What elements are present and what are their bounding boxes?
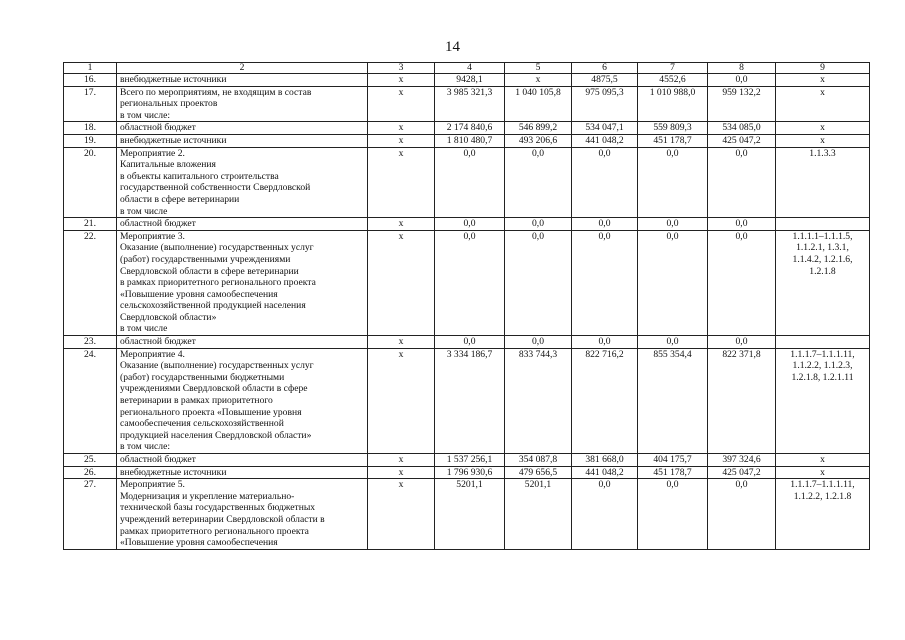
- table-row: [64, 122, 870, 135]
- unit-cell: х: [368, 348, 435, 453]
- total-value: 5201,1: [435, 479, 505, 550]
- target-indicators: [776, 218, 870, 231]
- year-value: 0,0: [638, 230, 708, 335]
- unit-cell: х: [368, 218, 435, 231]
- total-value: 1 537 256,1: [435, 454, 505, 467]
- row-description: Мероприятие 3. Оказание (выполнение) государственных услуг (работ) государственными учреждениями Свердловской области в сфере ветеринарии в рамках приоритетного регионального проекта «Повышение уровня самообеспечения сельскохозяйственной продукцией населения Свердловской области» в том числе: [117, 230, 368, 335]
- unit-cell: х: [368, 86, 435, 122]
- year-value: 833 744,3: [505, 348, 572, 453]
- table-row: [64, 218, 870, 231]
- year-value: х: [505, 74, 572, 87]
- year-value: 959 132,2: [708, 86, 776, 122]
- year-value: 559 809,3: [638, 122, 708, 135]
- column-header: 8: [708, 63, 776, 74]
- year-value: 0,0: [505, 230, 572, 335]
- target-indicators: 1.1.3.3: [776, 147, 870, 218]
- column-header: 6: [572, 63, 638, 74]
- year-value: 975 095,3: [572, 86, 638, 122]
- total-value: 0,0: [435, 336, 505, 349]
- table-row: [64, 74, 870, 87]
- year-value: 0,0: [708, 218, 776, 231]
- unit-cell: х: [368, 74, 435, 87]
- table-row: [64, 147, 870, 218]
- total-value: 0,0: [435, 218, 505, 231]
- year-value: 5201,1: [505, 479, 572, 550]
- year-value: 0,0: [708, 147, 776, 218]
- year-value: 0,0: [505, 336, 572, 349]
- target-indicators: х: [776, 86, 870, 122]
- row-number: 26.: [64, 466, 117, 479]
- total-value: 3 334 186,7: [435, 348, 505, 453]
- total-value: 0,0: [435, 147, 505, 218]
- column-header: 5: [505, 63, 572, 74]
- row-number: 24.: [64, 348, 117, 453]
- year-value: 493 206,6: [505, 134, 572, 147]
- table-row: [64, 86, 870, 122]
- target-indicators: х: [776, 466, 870, 479]
- year-value: 0,0: [708, 74, 776, 87]
- budget-table: [63, 62, 870, 550]
- row-description: областной бюджет: [117, 218, 368, 231]
- target-indicators: х: [776, 122, 870, 135]
- year-value: 397 324,6: [708, 454, 776, 467]
- year-value: 451 178,7: [638, 466, 708, 479]
- row-description: Всего по мероприятиям, не входящим в состав региональных проектов в том числе:: [117, 86, 368, 122]
- year-value: 822 716,2: [572, 348, 638, 453]
- year-value: 855 354,4: [638, 348, 708, 453]
- year-value: 479 656,5: [505, 466, 572, 479]
- row-description: внебюджетные источники: [117, 466, 368, 479]
- year-value: 534 085,0: [708, 122, 776, 135]
- table-row: [64, 348, 870, 453]
- row-description: областной бюджет: [117, 454, 368, 467]
- row-description: внебюджетные источники: [117, 134, 368, 147]
- row-number: 21.: [64, 218, 117, 231]
- target-indicators: х: [776, 134, 870, 147]
- table-row: [64, 454, 870, 467]
- year-value: 546 899,2: [505, 122, 572, 135]
- row-number: 20.: [64, 147, 117, 218]
- year-value: 0,0: [708, 230, 776, 335]
- year-value: 0,0: [638, 479, 708, 550]
- unit-cell: х: [368, 134, 435, 147]
- target-indicators: 1.1.1.7–1.1.1.11, 1.1.2.2, 1.2.1.8: [776, 479, 870, 550]
- table-row: [64, 134, 870, 147]
- table-row: [64, 479, 870, 550]
- row-description: Мероприятие 5. Модернизация и укрепление материально- технической базы государственных бюджетных учреждений ветеринарии Свердловской области в рамках приоритетного регионального проекта «Повышение уровня самообеспечения: [117, 479, 368, 550]
- unit-cell: х: [368, 122, 435, 135]
- unit-cell: х: [368, 454, 435, 467]
- target-indicators: 1.1.1.1–1.1.1.5, 1.1.2.1, 1.3.1, 1.1.4.2, 1.2.1.6, 1.2.1.8: [776, 230, 870, 335]
- year-value: 451 178,7: [638, 134, 708, 147]
- column-header: 7: [638, 63, 708, 74]
- column-header: 2: [117, 63, 368, 74]
- year-value: 4552,6: [638, 74, 708, 87]
- year-value: 0,0: [708, 336, 776, 349]
- row-number: 16.: [64, 74, 117, 87]
- total-value: 2 174 840,6: [435, 122, 505, 135]
- year-value: 0,0: [638, 147, 708, 218]
- row-number: 23.: [64, 336, 117, 349]
- year-value: 1 040 105,8: [505, 86, 572, 122]
- total-value: 3 985 321,3: [435, 86, 505, 122]
- row-number: 22.: [64, 230, 117, 335]
- target-indicators: х: [776, 454, 870, 467]
- row-number: 17.: [64, 86, 117, 122]
- column-header: 4: [435, 63, 505, 74]
- unit-cell: х: [368, 336, 435, 349]
- row-description: областной бюджет: [117, 122, 368, 135]
- year-value: 425 047,2: [708, 134, 776, 147]
- column-header: 1: [64, 63, 117, 74]
- total-value: 1 796 930,6: [435, 466, 505, 479]
- year-value: 0,0: [572, 147, 638, 218]
- column-header-row: [64, 63, 870, 74]
- total-value: 0,0: [435, 230, 505, 335]
- year-value: 354 087,8: [505, 454, 572, 467]
- row-description: внебюджетные источники: [117, 74, 368, 87]
- year-value: 4875,5: [572, 74, 638, 87]
- year-value: 0,0: [505, 147, 572, 218]
- year-value: 381 668,0: [572, 454, 638, 467]
- year-value: 0,0: [572, 218, 638, 231]
- row-number: 27.: [64, 479, 117, 550]
- row-description: Мероприятие 4. Оказание (выполнение) государственных услуг (работ) государственными бюджетными учреждениями Свердловской области в сфере ветеринарии в рамках приоритетного регионального проекта «Повышение уровня самообеспечения сельскохозяйственной продукцией населения Свердловской области» в том числе:: [117, 348, 368, 453]
- row-description: Мероприятие 2. Капитальные вложения в объекты капитального строительства государственной собственности Свердловской области в сфере ветеринарии в том числе: [117, 147, 368, 218]
- row-number: 18.: [64, 122, 117, 135]
- year-value: 441 048,2: [572, 134, 638, 147]
- year-value: 425 047,2: [708, 466, 776, 479]
- year-value: 441 048,2: [572, 466, 638, 479]
- unit-cell: х: [368, 230, 435, 335]
- target-indicators: 1.1.1.7–1.1.1.11, 1.1.2.2, 1.1.2.3, 1.2.1.8, 1.2.1.11: [776, 348, 870, 453]
- year-value: 0,0: [638, 218, 708, 231]
- column-header: 9: [776, 63, 870, 74]
- year-value: 0,0: [638, 336, 708, 349]
- row-number: 25.: [64, 454, 117, 467]
- page-number: 14: [445, 39, 460, 55]
- total-value: 9428,1: [435, 74, 505, 87]
- year-value: 404 175,7: [638, 454, 708, 467]
- target-indicators: х: [776, 74, 870, 87]
- year-value: 534 047,1: [572, 122, 638, 135]
- year-value: 0,0: [505, 218, 572, 231]
- column-header: 3: [368, 63, 435, 74]
- unit-cell: х: [368, 479, 435, 550]
- unit-cell: х: [368, 147, 435, 218]
- table-row: [64, 336, 870, 349]
- year-value: 0,0: [572, 230, 638, 335]
- total-value: 1 810 480,7: [435, 134, 505, 147]
- target-indicators: [776, 336, 870, 349]
- year-value: 1 010 988,0: [638, 86, 708, 122]
- row-description: областной бюджет: [117, 336, 368, 349]
- year-value: 0,0: [708, 479, 776, 550]
- table-row: [64, 230, 870, 335]
- unit-cell: х: [368, 466, 435, 479]
- year-value: 0,0: [572, 479, 638, 550]
- table-row: [64, 466, 870, 479]
- year-value: 822 371,8: [708, 348, 776, 453]
- row-number: 19.: [64, 134, 117, 147]
- year-value: 0,0: [572, 336, 638, 349]
